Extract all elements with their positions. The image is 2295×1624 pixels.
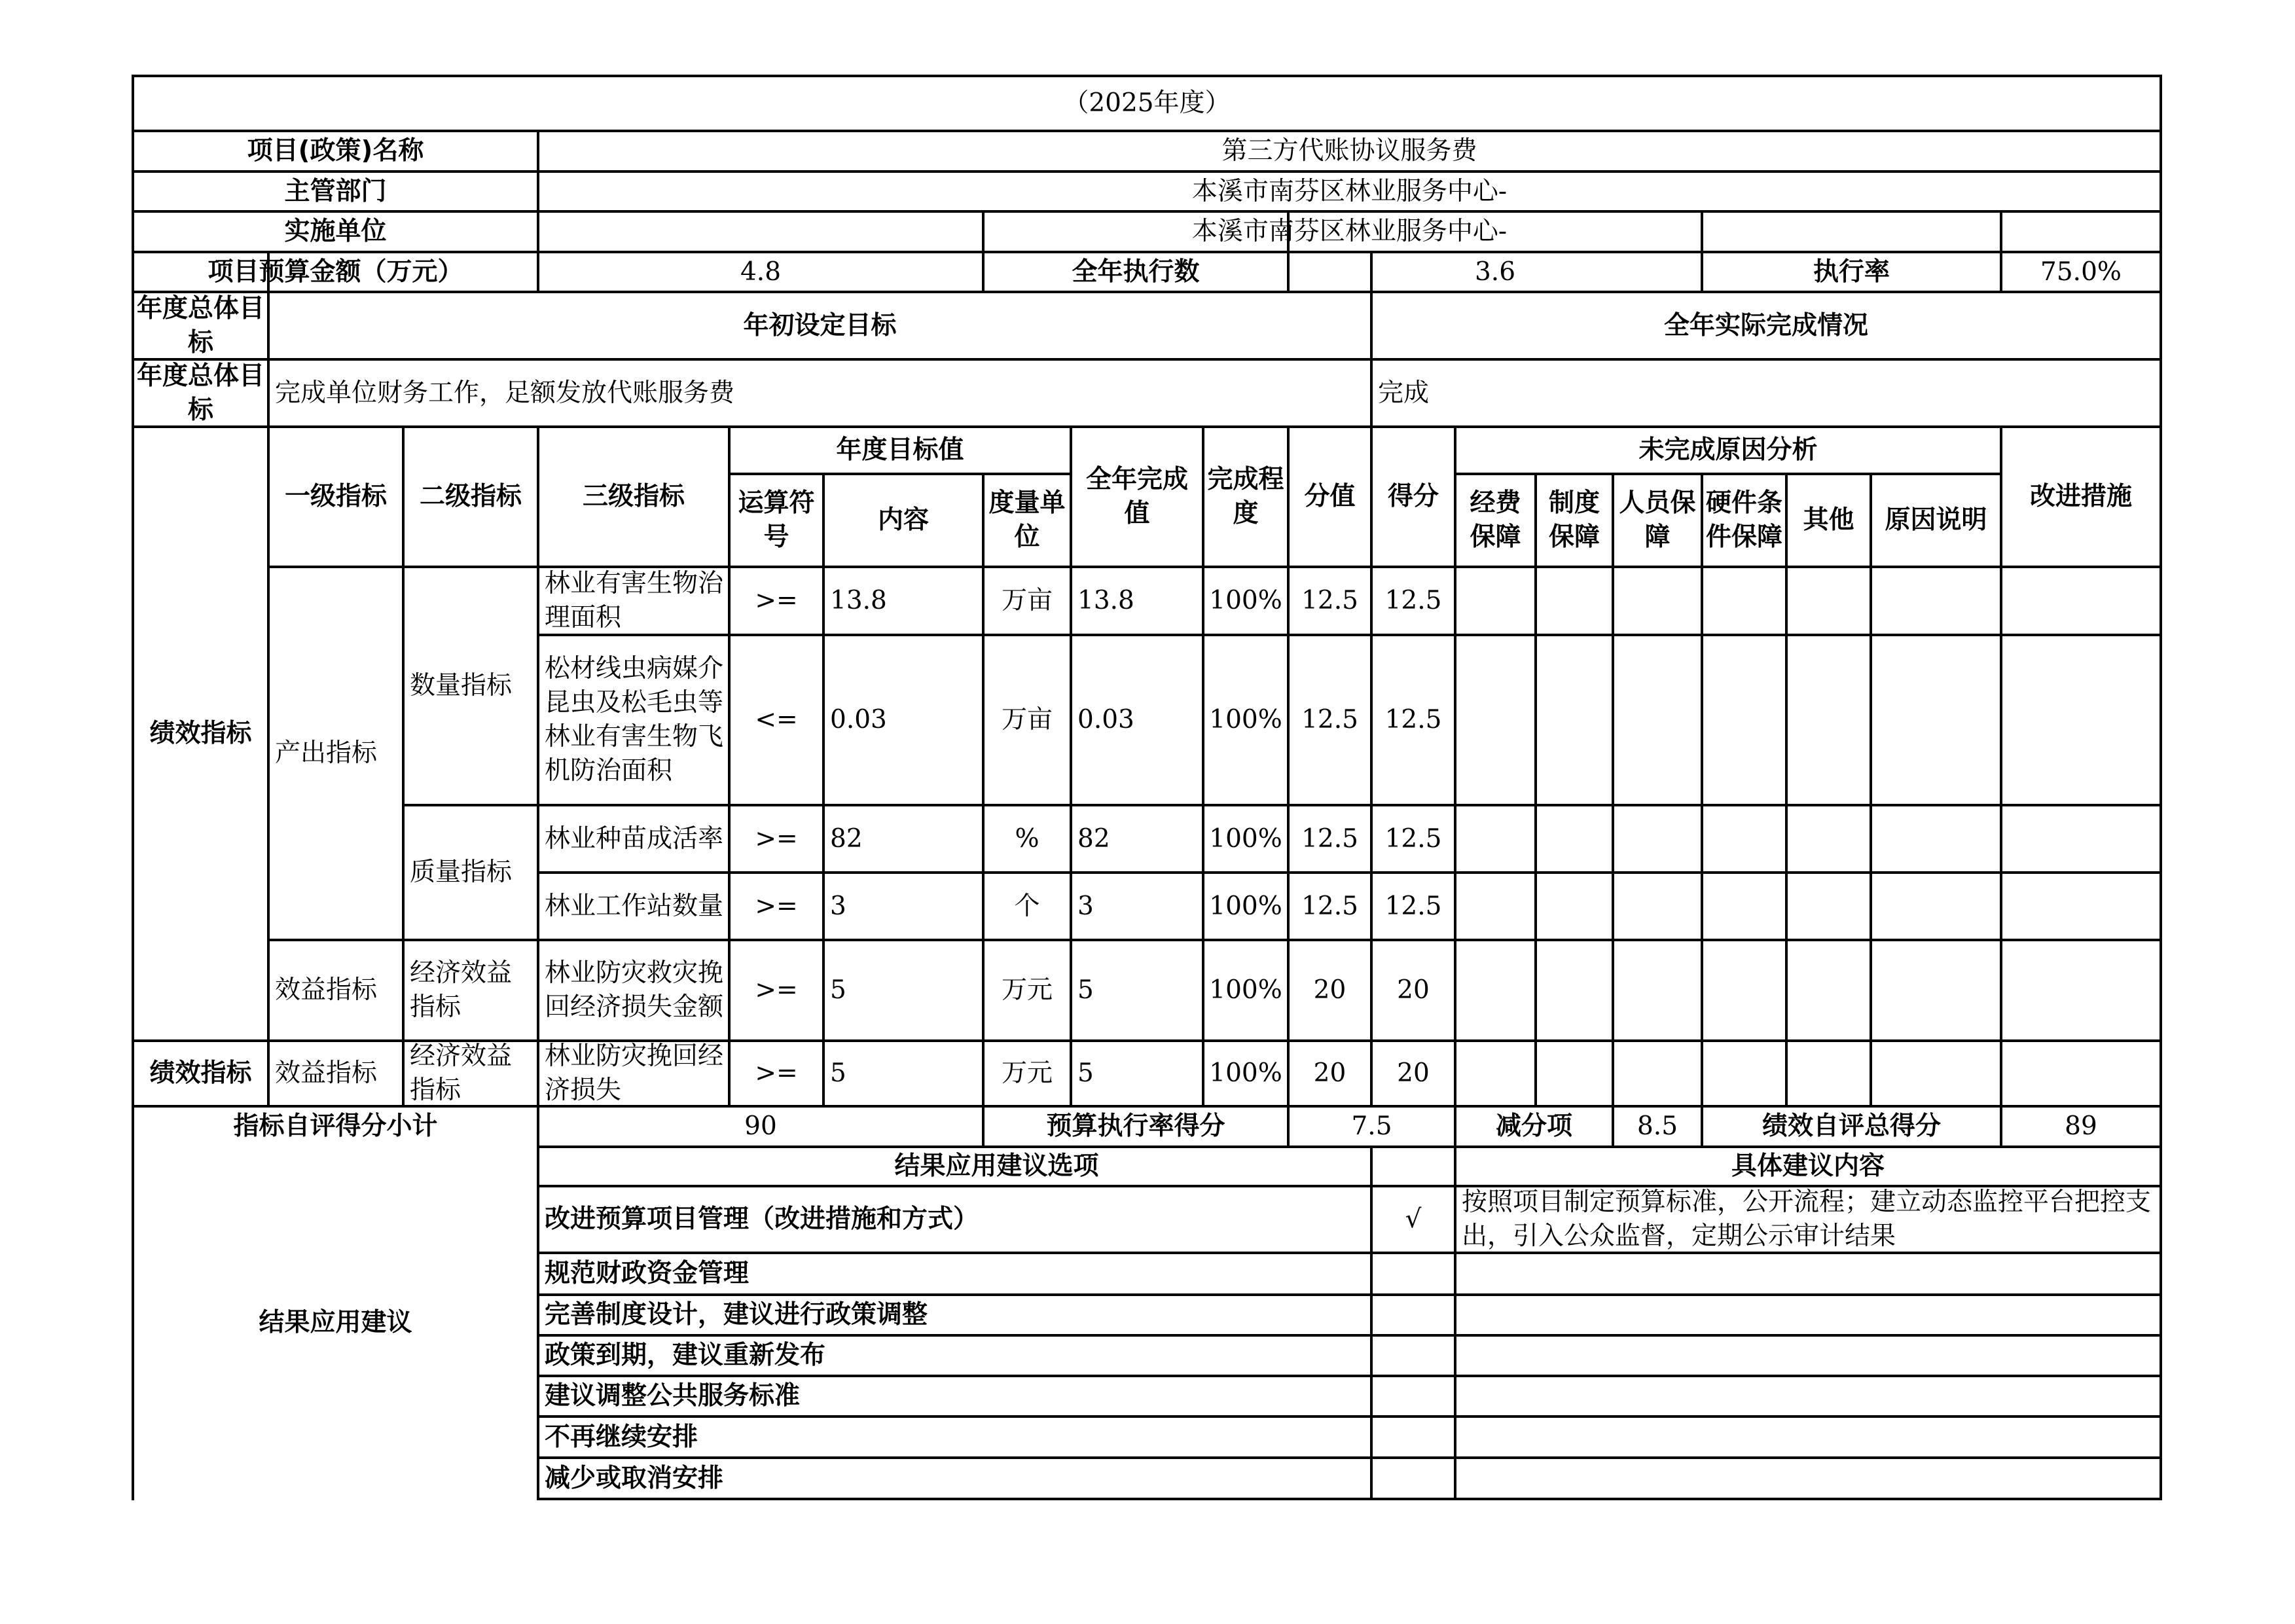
result-option-mark: √ [1405,1204,1422,1234]
project-name-label: 项目(政策)名称 [247,136,424,166]
grid-line [1287,1105,1290,1148]
result-option-detail [1455,1376,2161,1416]
result-label: 结果应用建议 [259,1308,412,1337]
report-year-title: （2025年度） [1063,88,1231,118]
subtotal-label: 指标自评得分小计 [233,1111,438,1141]
indicator-unit: 万元 [1001,975,1053,1005]
goal-set-text: 完成单位财务工作，足额发放代账服务费 [275,378,735,408]
output-label: 产出指标 [275,738,378,768]
indicator-name: 林业种苗成活率 [545,823,724,854]
result-option-detail [1455,1253,2161,1295]
improve-header: 改进措施 [2029,482,2132,511]
indicator-degree: 100% [1209,823,1282,854]
result-option: 建议调整公共服务标准 [545,1381,801,1411]
econ2-label: 经济效益指标 [410,1041,513,1105]
indicator-name: 林业工作站数量 [545,891,724,921]
result-option: 改进预算项目管理（改进措施和方式） [545,1204,979,1234]
rate-label: 执行率 [1813,257,1890,287]
r4-header: 硬件条件保障 [1706,488,1783,552]
indicator-name: 林业防灾挽回经济损失 [545,1041,724,1105]
indicator-degree: 100% [1209,975,1282,1005]
grid-line [982,251,985,293]
indicator-op: >= [755,1058,798,1088]
indicator-name: 林业防灾救灾挽回经济损失金额 [545,958,724,1022]
r6-header: 原因说明 [1885,505,1987,535]
grid-line [1785,473,1788,1108]
score-value-header: 分值 [1304,482,1356,511]
perf2-label: 绩效指标 [149,1058,252,1088]
result-option-mark [1371,1376,1455,1416]
grid-line [537,1105,539,1148]
indicator-actual: 0.03 [1077,705,1134,734]
indicator-value: 12.5 [1301,823,1358,854]
indicator-degree: 100% [1209,705,1282,734]
indicator-actual: 13.8 [1077,586,1134,615]
indicator-unit: 万亩 [1001,705,1053,734]
indicator-unit: 万元 [1001,1058,1053,1088]
indicator-actual: 5 [1077,975,1094,1005]
indicator-op: >= [755,975,798,1005]
indicator-score: 20 [1397,1058,1430,1088]
indicator-op: >= [755,891,798,921]
result-option: 完善制度设计，建议进行政策调整 [545,1300,928,1329]
total-value: 89 [2065,1111,2097,1141]
op-header: 运算符号 [738,488,815,552]
indicator-name: 林业有害生物治理面积 [545,569,724,632]
grid-line [1870,473,1872,1108]
grid-line [1454,1105,1456,1148]
r3-header: 人员保障 [1619,488,1696,552]
result-option-detail [1455,1458,2161,1499]
budget-score-label: 预算执行率得分 [1046,1111,1225,1141]
indicator-op: >= [755,823,798,854]
grid-line [1287,251,1290,293]
result-detail-header: 具体建议内容 [1731,1151,1885,1181]
grid-line [1701,473,1703,1108]
rate-value: 75.0% [2040,257,2122,287]
indicator-value: 12.5 [1301,586,1358,615]
qty-label: 数量指标 [410,671,513,700]
indicator-op: >= [755,586,798,615]
grid-line [1701,251,1703,293]
indicator-content: 5 [830,1058,846,1088]
exec-value: 3.6 [1474,257,1516,287]
grid-line [1534,473,1537,1108]
result-option-detail: 按照项目制定预算标准，公开流程；建立动态监控平台把控支出，引入公众监督，定期公示审计结果 [1462,1187,2152,1251]
result-option: 减少或取消安排 [545,1463,724,1493]
indicator-content: 5 [830,975,846,1005]
benefit-label: 效益指标 [275,975,378,1005]
budget-score-value: 7.5 [1351,1111,1392,1141]
result-option-detail [1455,1295,2161,1335]
dept-value: 本溪市南芬区林业服务中心- [1191,176,1508,206]
indicator-value: 20 [1313,1058,1346,1088]
grid-line [1612,473,1614,1108]
indicator-unit: % [1015,823,1039,854]
indicator-score: 12.5 [1384,586,1442,615]
grid-line [982,1105,985,1148]
result-option: 政策到期，建议重新发布 [545,1341,826,1370]
grid-line [2000,251,2002,293]
grid-line [537,251,539,293]
result-option-mark [1371,1335,1455,1376]
indicator-content: 82 [830,823,863,854]
project-name-value: 第三方代账协议服务费 [1221,136,1477,166]
result-option-mark [1371,1253,1455,1295]
grid-line [1370,291,1373,428]
reasons-header: 未完成原因分析 [1638,435,1818,465]
grid-line [1701,1105,1703,1148]
grid-line [267,291,270,428]
result-option: 规范财政资金管理 [545,1259,750,1288]
r1-header: 经费保障 [1470,488,1521,552]
indicator-actual: 5 [1077,1058,1094,1088]
result-options-header: 结果应用建议选项 [894,1151,1099,1181]
indicator-unit: 个 [1014,891,1040,921]
deduct-value: 8.5 [1636,1111,1678,1141]
goal-set-header: 年初设定目标 [743,310,897,340]
perf-label: 绩效指标 [149,719,252,748]
total-label: 绩效自评总得分 [1762,1111,1941,1141]
econ-label: 经济效益指标 [410,958,513,1022]
benefit2-label: 效益指标 [275,1058,378,1088]
exec-label: 全年执行数 [1072,257,1200,287]
r5-header: 其他 [1803,505,1854,535]
grid-line [2000,1105,2002,1148]
goal-actual-header: 全年实际完成情况 [1663,310,1868,340]
indicator-content: 3 [830,891,846,921]
indicator-score: 12.5 [1384,705,1442,734]
target-header: 年度目标值 [836,435,964,465]
result-option-detail [1455,1416,2161,1458]
result-option-detail [1455,1335,2161,1376]
indicator-degree: 100% [1209,891,1282,921]
deduct-label: 减分项 [1495,1111,1572,1141]
indicator-op: <= [755,705,798,734]
indicator-content: 13.8 [830,586,887,615]
score-header: 得分 [1387,482,1439,511]
indicator-content: 0.03 [830,705,887,734]
budget-label: 项目预算金额（万元） [208,257,463,287]
lvl3-header: 三级指标 [582,482,685,511]
indicator-score: 12.5 [1384,823,1442,854]
budget-value: 4.8 [740,257,782,287]
unit-label: 实施单位 [284,217,387,246]
indicator-value: 12.5 [1301,891,1358,921]
result-option-mark [1371,1295,1455,1335]
unit-header: 度量单位 [988,488,1066,552]
indicator-unit: 万亩 [1001,586,1053,615]
unit-value: 本溪市南芬区林业服务中心- [1191,217,1508,246]
lvl2-header: 二级指标 [419,482,522,511]
indicator-degree: 100% [1209,1058,1282,1088]
indicator-score: 20 [1397,975,1430,1005]
degree-header: 完成程度 [1207,465,1284,528]
actual-header: 全年完成值 [1085,465,1188,528]
dept-label: 主管部门 [284,176,387,206]
r2-header: 制度保障 [1548,488,1600,552]
goal-header-label: 年度总体目标 [137,293,265,357]
goal-label: 年度总体目标 [137,361,265,425]
result-option-mark [1371,1458,1455,1499]
content-header: 内容 [877,505,929,535]
indicator-name: 松材线虫病媒介昆虫及松毛虫等林业有害生物飞机防治面积 [545,654,724,785]
goal-actual-text: 完成 [1378,378,1430,408]
indicator-score: 12.5 [1384,891,1442,921]
subtotal-value: 90 [744,1111,777,1141]
quality-label: 质量指标 [410,857,513,887]
result-option-mark [1371,1416,1455,1458]
indicator-actual: 3 [1077,891,1094,921]
indicator-actual: 82 [1077,823,1110,854]
grid-line [1612,1105,1614,1148]
indicator-value: 12.5 [1301,705,1358,734]
lvl1-header: 一级指标 [284,482,387,511]
indicator-value: 20 [1313,975,1346,1005]
result-option: 不再继续安排 [545,1422,698,1452]
indicator-degree: 100% [1209,586,1282,615]
